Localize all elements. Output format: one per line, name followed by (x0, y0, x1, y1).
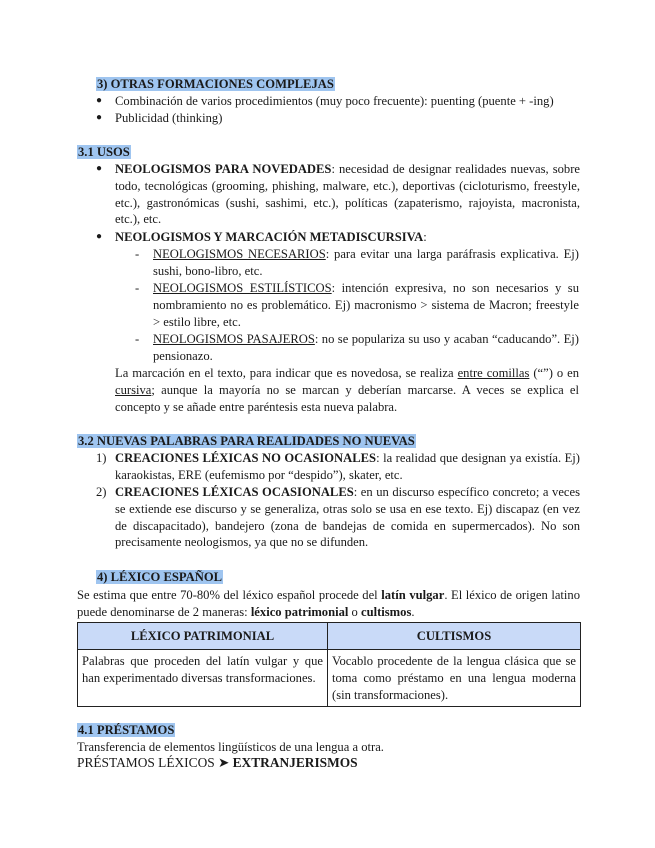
dash-icon: - (135, 247, 140, 261)
dash-icon: - (135, 332, 140, 346)
term-pasajeros: NEOLOGISMOS PASAJEROS (153, 332, 315, 346)
table-header-cultismos: CULTISMOS (328, 623, 581, 650)
paragraph-text: Se estima que entre 70-80% del léxico español procede del (77, 588, 382, 602)
bullet-icon: ● (96, 231, 103, 242)
bullet-icon: ● (96, 112, 103, 123)
section-3-2-heading (77, 433, 416, 450)
section-3-1-heading-text: 3.1 USOS (78, 145, 130, 159)
bold-text: cultismos (361, 604, 412, 619)
numbered-item-text (115, 484, 580, 551)
comparison-table (77, 622, 581, 707)
sub-list-item-text (153, 331, 579, 365)
paragraph-text: (“”) o en (529, 366, 579, 380)
underlined-text: entre comillas (457, 366, 530, 380)
list-item-text: Combinación de varios procedimientos (muy poco frecuente): puenting (puente + -ing) (115, 94, 554, 108)
term-description: : no se populariza su uso y acaban “caducando”. Ej) pensionazo. (153, 332, 579, 363)
section-4-heading-text: 4) LÉXICO ESPAÑOL (97, 570, 223, 584)
paragraph-text: PRÉSTAMOS LÉXICOS (77, 755, 219, 770)
list-item-text: Publicidad (thinking) (115, 111, 223, 125)
numbered-item-text (115, 450, 580, 484)
prestamos-definition: Transferencia de elementos lingüísticos de una lengua a otra. (77, 740, 384, 754)
term-estilisticos: NEOLOGISMOS ESTILÍSTICOS (153, 281, 332, 295)
term-description: : en un discurso específico concreto; a veces se extiende ese discurso y se generaliza, otras solo se usa en ese texto. Ej) discapaz (en vez de discapacitado), bandejero (zona de bandejas de comida en supermercados). No son precisamente neologismos, ya que no se difunden. (115, 485, 580, 550)
prestamos-line (77, 755, 358, 772)
sub-list-item-text (153, 246, 579, 280)
table-header-patrimonial: LÉXICO PATRIMONIAL (78, 623, 328, 650)
term-neologismos-novedades: NEOLOGISMOS PARA NOVEDADES (115, 162, 332, 176)
term-necesarios: NEOLOGISMOS NECESARIOS (153, 247, 326, 261)
list-item-text (115, 229, 580, 246)
marcacion-paragraph (115, 365, 579, 415)
paragraph-text: La marcación en el texto, para indicar que es novedosa, se realiza (115, 366, 458, 380)
item-number: 1) (96, 451, 107, 465)
term-neologismos-metadiscursiva: NEOLOGISMOS Y MARCACIÓN METADISCURSIVA (115, 230, 424, 244)
paragraph-text: ; aunque la mayoría no se marcan y deberían marcarse. A veces se explica el concepto y se añade entre paréntesis esta nueva palabra. (115, 382, 579, 414)
term-no-ocasionales: CREACIONES LÉXICAS NO OCASIONALES (115, 451, 377, 465)
paragraph-text: . (411, 604, 415, 619)
term-description: : necesidad de designar realidades nuevas, sobre todo, tecnológicas (grooming, phishing, malware, etc.), deportivas (cicloturismo, freestyle, etc.), gastronómicas (sushi, sashimi, etc.), políticas (zapaterismo, rajoyista, macronista, etc.), etc. (115, 162, 580, 227)
table-header-row (78, 623, 581, 650)
section-3-heading-text: 3) OTRAS FORMACIONES COMPLEJAS (97, 77, 334, 91)
bullet-icon: ● (96, 163, 103, 174)
section-4-1-heading-text: 4.1 PRÉSTAMOS (78, 723, 175, 737)
term-description: : intención expresiva, no son necesarios y su nombramiento no es problemático. Ej) macronismo > sistema de Macron; freestyle > estilo libre, etc. (153, 281, 579, 329)
sub-list-item-text (153, 280, 579, 330)
section-3-2-heading-text: 3.2 NUEVAS PALABRAS PARA REALIDADES NO NUEVAS (78, 434, 415, 448)
table-row (78, 650, 581, 707)
lexico-intro-paragraph (77, 587, 580, 621)
section-4-heading (96, 569, 223, 586)
term-description: : (423, 230, 427, 244)
item-number: 2) (96, 485, 107, 499)
paragraph-text: . El léxico de origen latino puede denominarse de 2 maneras: (77, 588, 581, 619)
section-4-1-heading (77, 722, 175, 739)
table-cell-patrimonial: Palabras que proceden del latín vulgar y que han experimentado diversas transformaciones. (78, 650, 328, 707)
arrow-icon: ➤ (218, 755, 230, 770)
list-item-text (115, 161, 580, 228)
table-cell-cultismos: Vocablo procedente de la lengua clásica que se toma como préstamo en una lengua moderna (sin transformaciones). (328, 650, 581, 707)
bold-text: léxico patrimonial (250, 604, 349, 619)
underlined-text: cursiva (115, 382, 152, 397)
term-description: : para evitar una larga paráfrasis explicativa. Ej) sushi, bono-libro, etc. (153, 247, 579, 278)
dash-icon: - (135, 281, 140, 295)
bold-text: EXTRANJERISMOS (229, 755, 358, 770)
term-ocasionales: CREACIONES LÉXICAS OCASIONALES (115, 485, 354, 499)
paragraph-text: o (348, 604, 361, 619)
bullet-icon: ● (96, 95, 103, 106)
section-3-1-heading (77, 144, 131, 161)
bold-text: latín vulgar (381, 588, 445, 602)
term-description: : la realidad que designan ya existía. Ej) karaokistas, ERE (eufemismo por “despido”), skater, etc. (115, 451, 580, 482)
section-3-heading (96, 76, 335, 93)
